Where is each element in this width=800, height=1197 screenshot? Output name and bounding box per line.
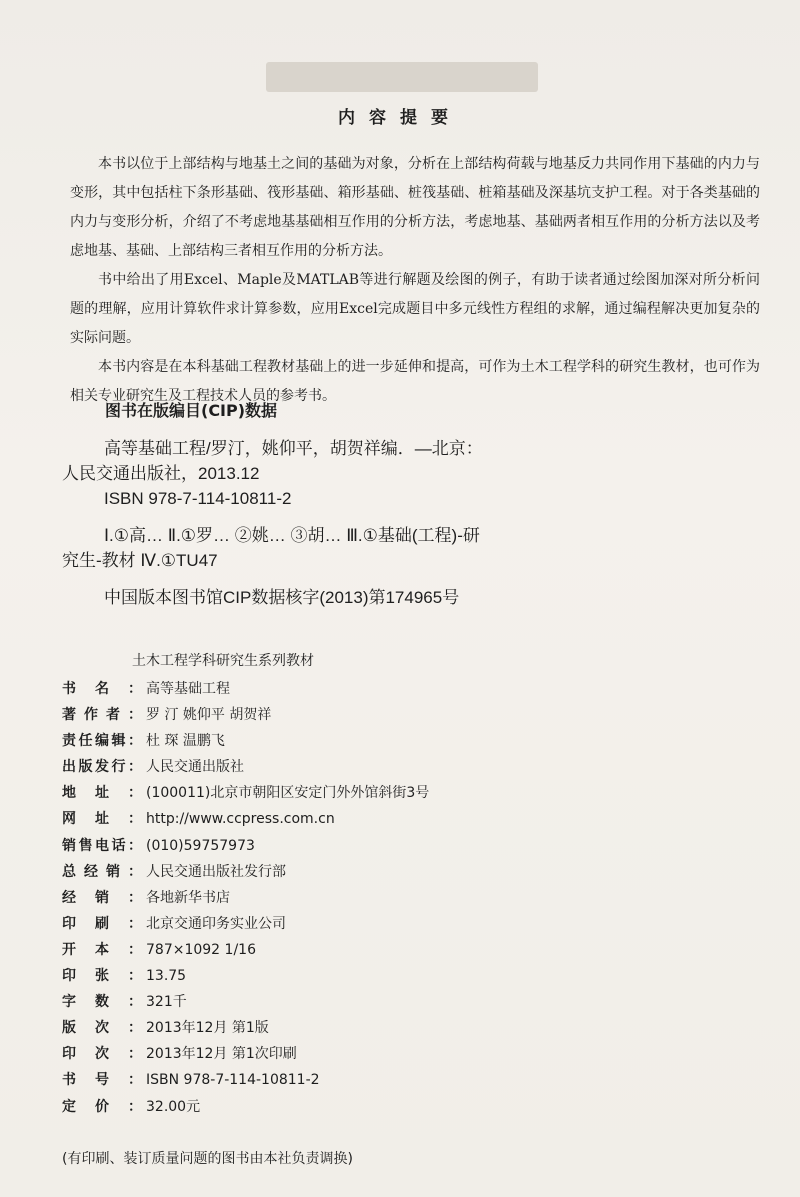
summary-paragraph-1: 本书以位于上部结构与地基土之间的基础为对象，分析在上部结构荷载与地基反力共同作用下基础的内力与变形，其中包括柱下条形基础、筏形基础、箱形基础、桩筏基础、桩箱基础及深基坑支护工程。对于各类基础的内力与变形分析，介绍了不考虑地基基础相互作用的分析方法，考虑地基、基础两者相互作用的分析方法以及考虑地基、基础、上部结构三者相互作用的分析方法。 xyxy=(70,156,760,259)
info-value: 杜 琛 温鹏飞 xyxy=(146,733,225,750)
info-value: 罗 汀 姚仰平 胡贺祥 xyxy=(146,707,272,724)
publication-info xyxy=(62,676,722,1120)
info-label: 书 号 ： xyxy=(62,1072,142,1089)
info-value: ISBN 978-7-114-10811-2 xyxy=(146,1072,320,1089)
info-row xyxy=(62,780,722,806)
cip-line: 人民交通出版社，2013.12 xyxy=(62,464,260,483)
cip-line: 高等基础工程/罗汀，姚仰平，胡贺祥编．—北京： xyxy=(104,439,483,458)
info-value: 高等基础工程 xyxy=(146,681,230,697)
info-label: 开 本 ： xyxy=(62,941,142,958)
summary-paragraph-2: 书中给出了用Excel、Maple及MATLAB等进行解题及绘图的例子，有助于读者通过绘图加深对所分析问题的理解，应用计算软件求计算参数，应用Excel完成题目中多元线性方程组的求解，通过编程解决更加复杂的实际问题。 xyxy=(70,272,760,346)
cip-classification-cont: 究生-教材 Ⅳ.①TU47 xyxy=(62,551,218,570)
series-name: 土木工程学科研究生系列教材 xyxy=(132,653,314,669)
info-row xyxy=(62,676,722,702)
info-row xyxy=(62,806,722,832)
info-row xyxy=(62,1015,722,1041)
info-label: 销 售 电 话 ： xyxy=(62,837,142,854)
info-value: 2013年12月 第1次印刷 xyxy=(146,1046,297,1063)
cip-block xyxy=(62,436,722,610)
cip-classification: Ⅰ.①高… Ⅱ.①罗… ②姚… ③胡… Ⅲ.①基础(工程)-研 xyxy=(104,526,480,545)
info-value: (010)59757973 xyxy=(146,837,255,854)
summary-body xyxy=(70,150,760,411)
info-value: 787×1092 1/16 xyxy=(146,941,256,958)
info-row xyxy=(62,963,722,989)
info-row xyxy=(62,1041,722,1067)
info-label: 印 张 ： xyxy=(62,968,142,985)
info-row xyxy=(62,989,722,1015)
info-row xyxy=(62,702,722,728)
info-label: 经 销 ： xyxy=(62,889,142,906)
decorative-band xyxy=(266,62,538,92)
info-label: 书 名 ： xyxy=(62,681,142,697)
info-value: 人民交通出版社发行部 xyxy=(146,863,286,880)
info-value: (100011)北京市朝阳区安定门外外馆斜街3号 xyxy=(146,785,430,802)
info-value: 各地新华书店 xyxy=(146,889,230,906)
info-value: 2013年12月 第1版 xyxy=(146,1020,269,1037)
info-label: 著 作 者 ： xyxy=(62,707,142,724)
cip-isbn: ISBN 978-7-114-10811-2 xyxy=(104,489,292,508)
return-note: (有印刷、装订质量问题的图书由本社负责调换) xyxy=(62,1151,353,1167)
info-row xyxy=(62,754,722,780)
info-value: 人民交通出版社 xyxy=(146,759,244,776)
cip-title: 图书在版编目(CIP)数据 xyxy=(105,401,278,420)
info-label: 出 版 发 行 ： xyxy=(62,759,142,776)
info-label: 网 址 ： xyxy=(62,811,142,828)
info-row xyxy=(62,1067,722,1093)
info-row xyxy=(62,911,722,937)
info-label: 责 任 编 辑 ： xyxy=(62,733,142,750)
info-row xyxy=(62,728,722,754)
info-label: 总 经 销 ： xyxy=(62,863,142,880)
info-label: 印 刷 ： xyxy=(62,915,142,932)
info-value: http://www.ccpress.com.cn xyxy=(146,811,335,828)
summary-title: 内容提要 xyxy=(338,108,462,128)
info-row xyxy=(62,1094,722,1120)
info-value: 32.00元 xyxy=(146,1098,201,1115)
info-value: 北京交通印务实业公司 xyxy=(146,915,286,932)
info-value: 13.75 xyxy=(146,968,187,985)
info-value: 321千 xyxy=(146,994,187,1011)
info-label: 印 次 ： xyxy=(62,1046,142,1063)
info-row xyxy=(62,833,722,859)
info-row xyxy=(62,885,722,911)
info-label: 字 数 ： xyxy=(62,994,142,1011)
cip-record-number: 中国版本图书馆CIP数据核字(2013)第174965号 xyxy=(104,588,460,607)
info-label: 定 价 ： xyxy=(62,1098,142,1115)
info-row xyxy=(62,937,722,963)
info-label: 版 次 ： xyxy=(62,1020,142,1037)
info-label: 地 址 ： xyxy=(62,785,142,802)
summary-paragraph-3: 本书内容是在本科基础工程教材基础上的进一步延伸和提高，可作为土木工程学科的研究生教材，也可作为相关专业研究生及工程技术人员的参考书。 xyxy=(70,359,760,404)
info-row xyxy=(62,859,722,885)
